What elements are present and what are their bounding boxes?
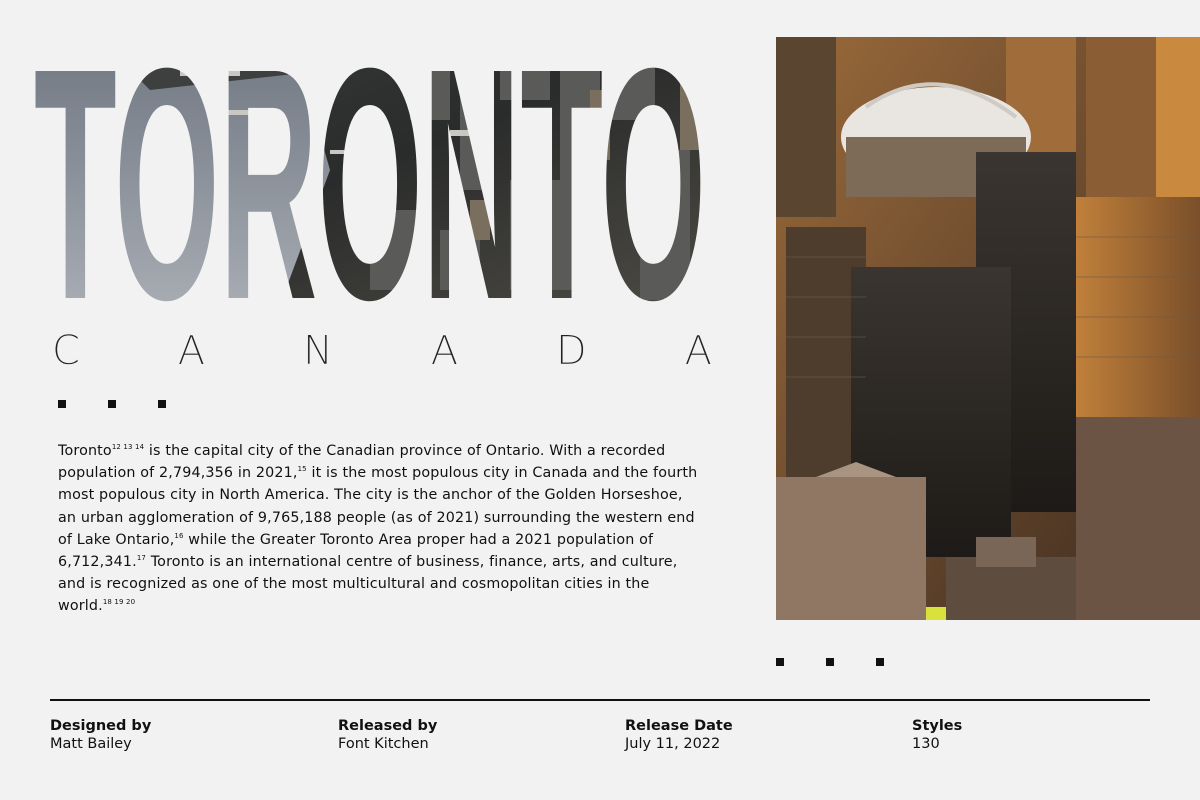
square-dot <box>776 658 784 666</box>
city-photo <box>776 37 1200 620</box>
square-dot <box>826 658 834 666</box>
meta-styles <box>912 718 962 752</box>
description-text: is the capital city of the Canadian province of Ontario. With a recorded population of 2,794,356 in 2021, <box>58 443 666 482</box>
meta-label: Released by <box>338 718 438 734</box>
subtitle-country <box>52 326 712 376</box>
square-dot <box>158 400 166 408</box>
meta-label: Styles <box>912 718 963 734</box>
description-text: it is the most populous city in Canada and the fourth most populous city in North America. The city is the anchor of the Golden Horseshoe, an urban agglomeration of 9,765,188 people (as of 2021) surrounding the western end of Lake Ontario, <box>58 465 698 548</box>
footnote-reference: 17 <box>136 554 147 563</box>
subtitle-letter: A <box>430 328 459 374</box>
description-text: while the Greater Toronto Area proper had a 2021 population of 6,712,341. <box>58 531 654 571</box>
footnote-reference: 15 <box>297 465 307 474</box>
description-text: Toronto <box>58 443 112 459</box>
subtitle-letter: D <box>555 328 587 374</box>
subtitle-letter: N <box>302 328 333 374</box>
subtitle-letter: A <box>684 328 712 374</box>
subtitle-letter: C <box>52 328 80 374</box>
decorative-dots <box>776 658 884 666</box>
divider <box>50 699 1150 701</box>
subtitle-letter: A <box>177 328 206 374</box>
description-text: Toronto is an international centre of business, finance, arts, and culture, and is recognized as one of the most multicultural and cosmopolitan cities in the world. <box>58 554 678 615</box>
description-paragraph <box>58 440 698 618</box>
meta-value: 130 <box>912 736 940 752</box>
footnote-reference: 16 <box>174 531 184 540</box>
meta-value: July 11, 2022 <box>625 736 721 752</box>
meta-designed-by <box>50 718 151 752</box>
square-dot <box>108 400 116 408</box>
square-dot <box>876 658 884 666</box>
footnote-reference: 12 13 14 <box>111 443 145 451</box>
square-dot <box>58 400 66 408</box>
footnote-reference: 18 19 20 <box>102 598 136 607</box>
meta-released-by <box>338 718 437 752</box>
page-title: TORONTO <box>34 30 706 305</box>
meta-label: Release Date <box>625 718 733 734</box>
meta-release-date <box>625 718 733 752</box>
meta-value: Font Kitchen <box>338 736 429 752</box>
title-graphic <box>30 30 710 305</box>
meta-label: Designed by <box>50 718 152 734</box>
meta-value: Matt Bailey <box>50 736 132 752</box>
decorative-dots <box>58 400 166 408</box>
